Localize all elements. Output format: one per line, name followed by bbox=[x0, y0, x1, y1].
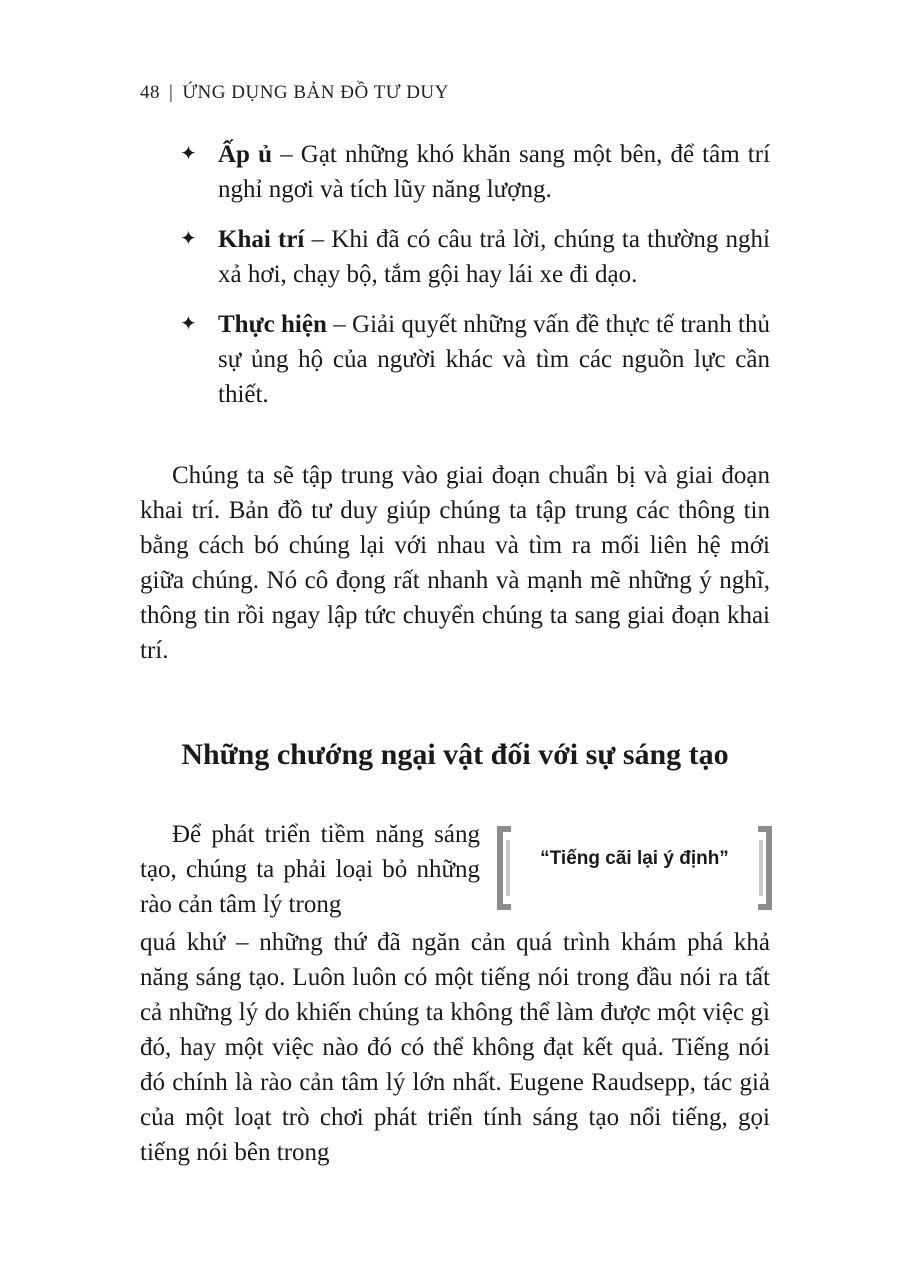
bullet-text: Gạt những khó khăn sang một bên, để tâm trí nghỉ ngơi và tích lũy năng lượng. bbox=[218, 141, 771, 203]
right-bracket-icon bbox=[758, 826, 772, 910]
bullet-text: Khi đã có câu trả lời, chúng ta thường nghỉ xả hơi, chạy bộ, tắm gội hay lái xe đi dạo. bbox=[218, 226, 770, 288]
bullet-dash: – bbox=[326, 311, 353, 338]
book-title: ỨNG DỤNG BẢN ĐỒ TƯ DUY bbox=[182, 82, 449, 103]
page-number: 48 bbox=[140, 82, 160, 103]
pull-quote bbox=[497, 826, 772, 910]
header-separator: | bbox=[169, 82, 174, 103]
bullet-term: Ấp ủ bbox=[218, 141, 272, 168]
list-item bbox=[140, 307, 770, 412]
bullet-dash: – bbox=[304, 226, 332, 253]
bullet-text: Giải quyết những vấn đề thực tế tranh thủ sự ủng hộ của người khác và tìm các nguồn lực cần thiết. bbox=[218, 311, 771, 408]
list-item bbox=[140, 137, 770, 207]
bullet-term: Khai trí bbox=[218, 226, 305, 253]
bullet-dash: – bbox=[272, 141, 301, 168]
pull-quote-text: “Tiếng cãi lại ý định” bbox=[540, 848, 729, 869]
body-paragraph: Chúng ta sẽ tập trung vào giai đoạn chuẩn bị và giai đoạn khai trí. Bản đồ tư duy giúp chúng ta tập trung các thông tin bằng cách bó chúng lại với nhau và tìm ra mối liên hệ mới giữa chúng. Nó cô đọng rất nhanh và mạnh mẽ những ý nghĩ, thông tin rồi ngay lập tức chuyển chúng ta sang giai đoạn khai trí. bbox=[140, 462, 770, 664]
running-header bbox=[140, 82, 449, 104]
four-point-star-icon: ✦ bbox=[180, 143, 197, 165]
four-point-star-icon: ✦ bbox=[180, 228, 197, 250]
section-heading: Những chướng ngại vật đối với sự sáng tạo bbox=[181, 738, 729, 771]
body-paragraph-start: Để phát triển tiềm năng sáng tạo, chúng ta phải loại bỏ những rào cản tâm lý trong bbox=[140, 821, 480, 918]
list-item bbox=[140, 222, 770, 292]
body-paragraph-continued: quá khứ – những thứ đã ngăn cản quá trình khám phá khả năng sáng tạo. Luôn luôn có một tiếng nói trong đầu nói ra tất cả những lý do khiến chúng ta không thể làm được một việc gì đó, hay một việc nào đó có thể không đạt kết quả. Tiếng nói đó chính là rào cản tâm lý lớn nhất. Eugene Raudsepp, tác giả của một loạt trò chơi phát triển tính sáng tạo nổi tiếng, gọi tiếng nói bên trong bbox=[140, 929, 770, 1166]
bullet-list bbox=[140, 137, 770, 427]
four-point-star-icon: ✦ bbox=[180, 313, 197, 335]
bullet-term: Thực hiện bbox=[218, 311, 327, 338]
